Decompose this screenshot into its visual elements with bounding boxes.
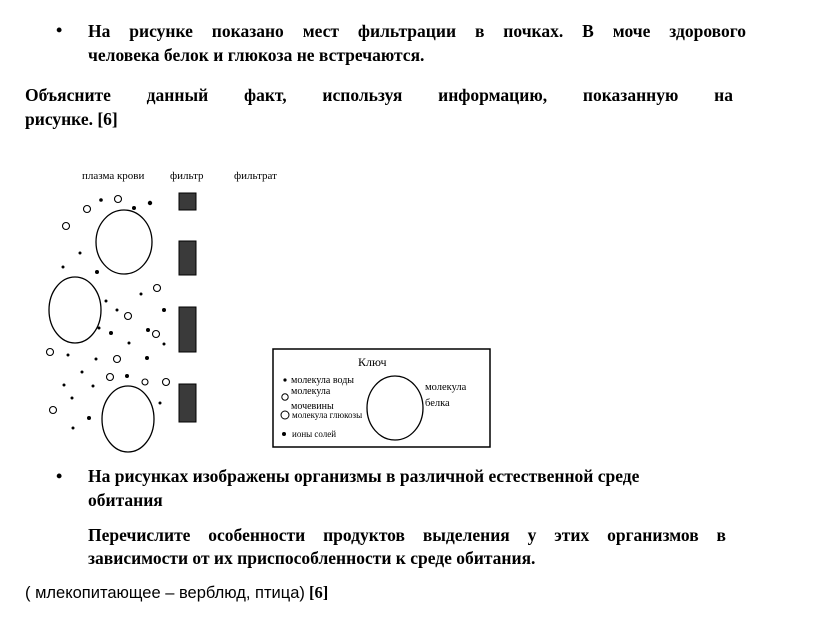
water-molecule: [79, 252, 82, 255]
bullet-1-line-1: На рисунке показано мест фильтрации в почках. В моче здорового: [88, 21, 746, 41]
water-molecule: [72, 427, 75, 430]
bullet-1-line-2: человека белок и глюкоза не встречаются.: [88, 45, 425, 65]
key-urea-label-1: молекула: [291, 386, 331, 397]
water-molecule: [99, 198, 103, 202]
bullet-2-line-1: На рисунках изображены организмы в различной естественной среде: [88, 466, 640, 486]
glucose-molecule: [142, 379, 148, 385]
urea-molecule: [47, 349, 54, 356]
water-molecule: [128, 342, 131, 345]
salt-ion: [132, 206, 136, 210]
water-molecule: [163, 343, 166, 346]
urea-molecule: [153, 331, 160, 338]
water-molecule: [140, 293, 143, 296]
protein-molecule: [96, 210, 152, 274]
label-blood-plasma: плазма крови: [82, 170, 145, 182]
filter-block: [179, 241, 196, 275]
protein-molecule: [102, 386, 154, 452]
key-title: Ключ: [358, 355, 387, 369]
water-molecule: [92, 385, 95, 388]
urea-molecule: [125, 313, 132, 320]
key-salt-symbol: [282, 432, 286, 436]
salt-ion: [125, 374, 129, 378]
key-urea-label-2: мочевины: [291, 401, 334, 412]
salt-ion: [87, 416, 91, 420]
key-protein-label-2: белка: [425, 398, 450, 409]
bullet-marker: •: [56, 20, 63, 40]
water-molecule: [95, 358, 98, 361]
urea-molecule: [154, 285, 161, 292]
water-molecule: [116, 309, 119, 312]
salt-ion: [145, 356, 149, 360]
urea-molecule: [84, 206, 91, 213]
water-molecule: [63, 384, 66, 387]
salt-ion: [95, 270, 99, 274]
water-molecule: [105, 300, 108, 303]
urea-molecule: [63, 223, 70, 230]
question-2-line-2: зависимости от их приспособленности к среде обитания.: [88, 548, 536, 568]
salt-ion: [146, 328, 150, 332]
label-filtrate: фильтрат: [234, 170, 277, 182]
filter-block: [179, 307, 196, 352]
urea-molecule: [114, 356, 121, 363]
key-protein-symbol: [367, 376, 423, 440]
salt-ion: [162, 308, 166, 312]
key-water-label: молекула воды: [291, 375, 355, 386]
footer-text: ( млекопитающее – верблюд, птица): [25, 584, 305, 602]
water-molecule: [67, 354, 70, 357]
key-salt-label: ионы солей: [292, 429, 337, 439]
question-2-line-1: Перечислите особенности продуктов выделения у этих организмов в: [88, 525, 726, 545]
bullet-2-line-2: обитания: [88, 490, 163, 510]
question-1-line-1: Объясните данный факт, используя информацию, показанную на: [25, 85, 733, 105]
filter-block: [179, 193, 196, 210]
bullet-marker: •: [56, 466, 63, 486]
key-water-symbol: [283, 378, 286, 381]
water-molecule: [71, 397, 74, 400]
salt-ion: [109, 331, 113, 335]
water-molecule: [98, 327, 101, 330]
water-molecule: [81, 371, 84, 374]
label-filter: фильтр: [170, 170, 204, 182]
question-1-line-2: рисунке. [6]: [25, 109, 118, 129]
water-molecule: [62, 266, 65, 269]
footer-score: [6]: [309, 583, 329, 602]
salt-ion: [148, 201, 152, 205]
urea-molecule: [163, 379, 170, 386]
urea-molecule: [50, 407, 57, 414]
key-urea-symbol: [282, 394, 288, 400]
protein-molecule: [49, 277, 101, 343]
footer-line: [25, 582, 328, 604]
filter-block: [179, 384, 196, 422]
urea-molecule: [107, 374, 114, 381]
key-protein-label-1: молекула: [425, 382, 467, 393]
urea-molecule: [115, 196, 122, 203]
key-glucose-symbol: [281, 411, 289, 419]
key-glucose-label: молекула глюкозы: [292, 410, 363, 420]
water-molecule: [159, 402, 162, 405]
